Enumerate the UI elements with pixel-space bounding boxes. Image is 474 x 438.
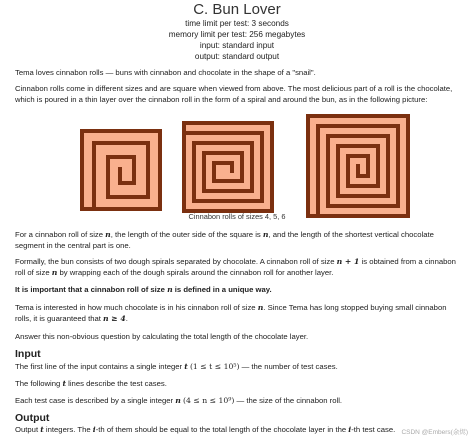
size-paragraph bbox=[15, 230, 461, 251]
input-file: input: standard input bbox=[199, 41, 275, 50]
output-text-b: integers. The bbox=[43, 425, 93, 434]
output-file: output: standard output bbox=[194, 52, 280, 61]
watermark: CSDN @Embers(余烬) bbox=[401, 429, 468, 436]
figure-caption: Cinnabon rolls of sizes 4, 5, 6 bbox=[188, 212, 286, 221]
math-t: t bbox=[40, 425, 44, 434]
formal-text-1: Formally, the bun consists of two dough spirals separated by chocolate. A cinnabon roll of size bbox=[15, 257, 337, 266]
input-text-2a: The following bbox=[15, 379, 63, 388]
cinnabon-roll-size-6 bbox=[306, 114, 410, 218]
interest-paragraph bbox=[15, 303, 461, 324]
math-n-range: (4 ≤ n ≤ 10⁹) bbox=[182, 396, 235, 405]
math-i: i bbox=[348, 425, 352, 434]
important-text-1: It is important that a cinnabon roll of size bbox=[15, 285, 168, 294]
formal-text-2: is obtained from a cinnabon roll of size bbox=[15, 257, 456, 277]
size-text-1: For a cinnabon roll of size bbox=[15, 230, 106, 239]
intro-paragraph: Tema loves cinnabon rolls — buns with cinnabon and chocolate in the shape of a "snail". bbox=[15, 68, 316, 77]
time-limit: time limit per test: 3 seconds bbox=[185, 19, 289, 28]
math-n: n bbox=[262, 230, 269, 239]
interest-text-3: . bbox=[125, 313, 128, 323]
input-text-2b: lines describe the test cases. bbox=[66, 379, 167, 388]
math-n: n bbox=[167, 285, 173, 294]
math-n: n bbox=[105, 230, 111, 239]
memory-limit: memory limit per test: 256 megabytes bbox=[168, 30, 306, 39]
interest-text-1: Tema is interested in how much chocolate is in his cinnabon roll of size bbox=[15, 303, 258, 312]
input-text-3b: — the size of the cinnabon roll. bbox=[234, 396, 343, 405]
important-paragraph bbox=[15, 285, 461, 296]
output-line bbox=[15, 425, 461, 436]
math-n: n bbox=[51, 267, 58, 277]
input-text-1b: — the number of test cases. bbox=[239, 362, 338, 371]
input-line-1 bbox=[15, 362, 461, 373]
math-n: n bbox=[257, 303, 264, 312]
math-n-plus-1: n + 1 bbox=[336, 257, 360, 266]
size-text-3: , and the length of the shortest vertical chocolate segment in the central part is one. bbox=[15, 230, 434, 250]
formal-text-3: by wrapping each of the dough spirals around the cinnabon roll for another layer. bbox=[57, 267, 334, 277]
input-text-1a: The first line of the input contains a single integer bbox=[15, 362, 185, 371]
formal-paragraph bbox=[15, 257, 461, 278]
math-t: t bbox=[184, 362, 188, 371]
answer-paragraph: Answer this non-obvious question by calculating the total length of the chocolate layer. bbox=[15, 332, 309, 341]
output-text-c: -th of them should be equal to the total length of the chocolate layer in the bbox=[95, 425, 349, 434]
cinnabon-roll-size-5 bbox=[182, 121, 274, 213]
output-text-d: -th test case. bbox=[351, 425, 396, 434]
math-n: n bbox=[175, 396, 181, 405]
description-paragraph: Cinnabon rolls come in different sizes and are square when viewed from above. The most delicious part of a roll is the chocolate, which is poured in a thin layer over the cinnabon roll in the form of a spiral and around the bun, as in the following picture: bbox=[15, 84, 453, 104]
math-t-range: (1 ≤ t ≤ 10⁵) bbox=[189, 362, 240, 371]
problem-title: C. Bun Lover bbox=[193, 1, 281, 18]
cinnabon-roll-size-4 bbox=[80, 129, 162, 211]
size-text-2: , the length of the outer side of the square is bbox=[110, 230, 263, 239]
input-line-2 bbox=[15, 379, 461, 390]
input-heading: Input bbox=[15, 348, 41, 360]
math-i: i bbox=[92, 425, 96, 434]
output-text-a: Output bbox=[15, 425, 41, 434]
interest-text-2: . Since Tema has long stopped buying small cinnabon rolls, it is guaranteed that bbox=[15, 303, 447, 323]
output-heading: Output bbox=[15, 412, 50, 424]
important-text-2: is defined in a unique way. bbox=[172, 285, 272, 294]
math-n-ge-4: n ≥ 4 bbox=[103, 313, 126, 323]
math-t: t bbox=[62, 379, 66, 388]
input-text-3a: Each test case is described by a single integer bbox=[15, 396, 176, 405]
input-line-3 bbox=[15, 396, 461, 407]
